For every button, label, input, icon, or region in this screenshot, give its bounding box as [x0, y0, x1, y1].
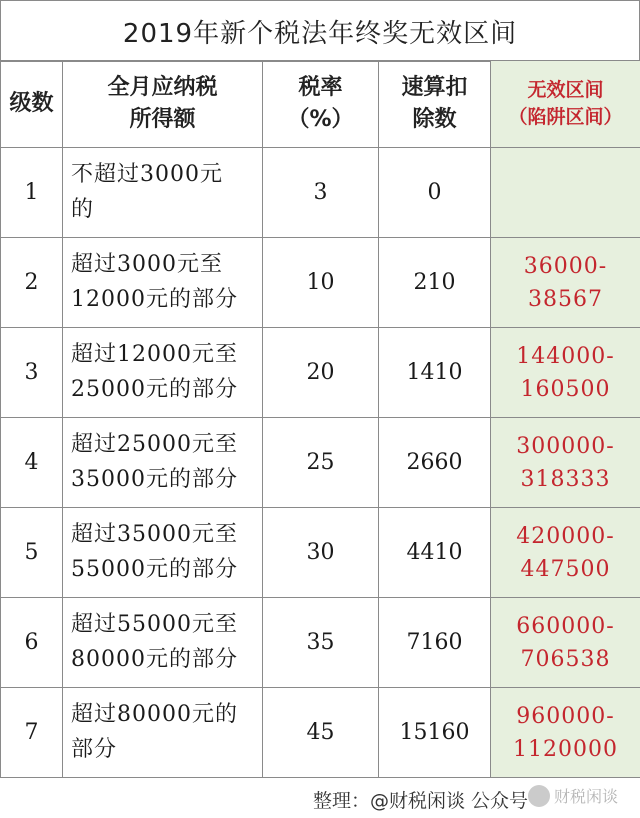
- invalid-range-cell: [491, 688, 640, 778]
- deduction-cell: 0: [379, 148, 491, 238]
- invalid-line1: 36000-: [523, 253, 608, 279]
- income-line1: 超过25000元至: [71, 432, 238, 458]
- level-cell: 6: [1, 598, 63, 688]
- invalid-line1: 144000-: [516, 343, 615, 369]
- invalid-line1: 300000-: [516, 433, 615, 459]
- income-line2: 35000元的部分: [71, 466, 238, 492]
- table-row: [1, 688, 640, 778]
- level-cell: 3: [1, 328, 63, 418]
- income-line2: 55000元的部分: [71, 556, 238, 582]
- rate-cell: 20: [263, 328, 379, 418]
- invalid-line2: 706538: [520, 646, 611, 672]
- header-income-line1: 全月应纳税: [107, 75, 218, 101]
- income-line1: 超过3000元至: [71, 252, 223, 278]
- level-cell: 7: [1, 688, 63, 778]
- deduction-cell: 4410: [379, 508, 491, 598]
- income-cell: [63, 418, 263, 508]
- level-cell: 2: [1, 238, 63, 328]
- table-row: [1, 598, 640, 688]
- table-row: [1, 238, 640, 328]
- header-deduction-line1: 速算扣: [401, 75, 468, 101]
- invalid-line2: 160500: [520, 376, 611, 402]
- level-cell: 5: [1, 508, 63, 598]
- header-deduction-line2: 除数: [412, 107, 457, 132]
- invalid-line1: 420000-: [516, 523, 615, 549]
- income-line2: 12000元的部分: [71, 286, 238, 312]
- invalid-line2: 447500: [520, 556, 611, 582]
- invalid-line2: 38567: [528, 286, 603, 312]
- table-row: [1, 508, 640, 598]
- income-line1: 超过80000元的: [71, 702, 238, 728]
- deduction-cell: 2660: [379, 418, 491, 508]
- income-line2: 25000元的部分: [71, 376, 238, 402]
- invalid-line1: 660000-: [516, 613, 615, 639]
- tax-bracket-table: [0, 60, 640, 778]
- income-cell: [63, 148, 263, 238]
- invalid-range-cell: [491, 148, 640, 238]
- income-line2: 80000元的部分: [71, 646, 238, 672]
- invalid-line2: 318333: [520, 466, 611, 492]
- header-income: [63, 61, 263, 148]
- rate-cell: 25: [263, 418, 379, 508]
- page-title: 2019年新个税法年终奖无效区间: [0, 0, 640, 62]
- invalid-range-cell: [491, 598, 640, 688]
- level-cell: 1: [1, 148, 63, 238]
- invalid-range-cell: [491, 418, 640, 508]
- header-deduction: [379, 61, 491, 148]
- invalid-range-cell: [491, 328, 640, 418]
- deduction-cell: 210: [379, 238, 491, 328]
- invalid-range-cell: [491, 238, 640, 328]
- deduction-cell: 1410: [379, 328, 491, 418]
- deduction-cell: 15160: [379, 688, 491, 778]
- income-cell: [63, 508, 263, 598]
- income-cell: [63, 238, 263, 328]
- table-row: [1, 418, 640, 508]
- table-row: [1, 148, 640, 238]
- deduction-cell: 7160: [379, 598, 491, 688]
- table-row: [1, 328, 640, 418]
- header-income-line2: 所得额: [129, 107, 196, 132]
- table-header-row: [1, 61, 640, 148]
- header-rate-line2: （%）: [287, 107, 354, 132]
- watermark: [528, 784, 618, 807]
- income-line1: 超过55000元至: [71, 612, 238, 638]
- invalid-range-cell: [491, 508, 640, 598]
- footer-credit: 整理：@财税闲谈 公众号: [313, 790, 529, 812]
- header-rate-line1: 税率: [298, 75, 343, 101]
- income-line2: 部分: [71, 736, 118, 762]
- income-cell: [63, 598, 263, 688]
- header-invalid-line1: 无效区间: [527, 79, 604, 102]
- income-line1: 不超过3000元: [71, 162, 223, 188]
- invalid-line2: 1120000: [513, 736, 618, 762]
- wechat-logo-icon: [528, 785, 550, 807]
- rate-cell: 10: [263, 238, 379, 328]
- rate-cell: 3: [263, 148, 379, 238]
- income-cell: [63, 688, 263, 778]
- income-line1: 超过12000元至: [71, 342, 238, 368]
- level-cell: 4: [1, 418, 63, 508]
- header-rate: [263, 61, 379, 148]
- rate-cell: 35: [263, 598, 379, 688]
- income-line2: 的: [71, 196, 95, 222]
- income-line1: 超过35000元至: [71, 522, 238, 548]
- income-cell: [63, 328, 263, 418]
- rate-cell: 30: [263, 508, 379, 598]
- invalid-line1: 960000-: [516, 703, 615, 729]
- header-invalid-line2: （陷阱区间）: [508, 106, 623, 128]
- header-level: 级数: [1, 61, 63, 148]
- footer: [0, 778, 640, 818]
- rate-cell: 45: [263, 688, 379, 778]
- watermark-text: 财税闲谈: [554, 787, 619, 806]
- header-invalid-range: [491, 61, 640, 148]
